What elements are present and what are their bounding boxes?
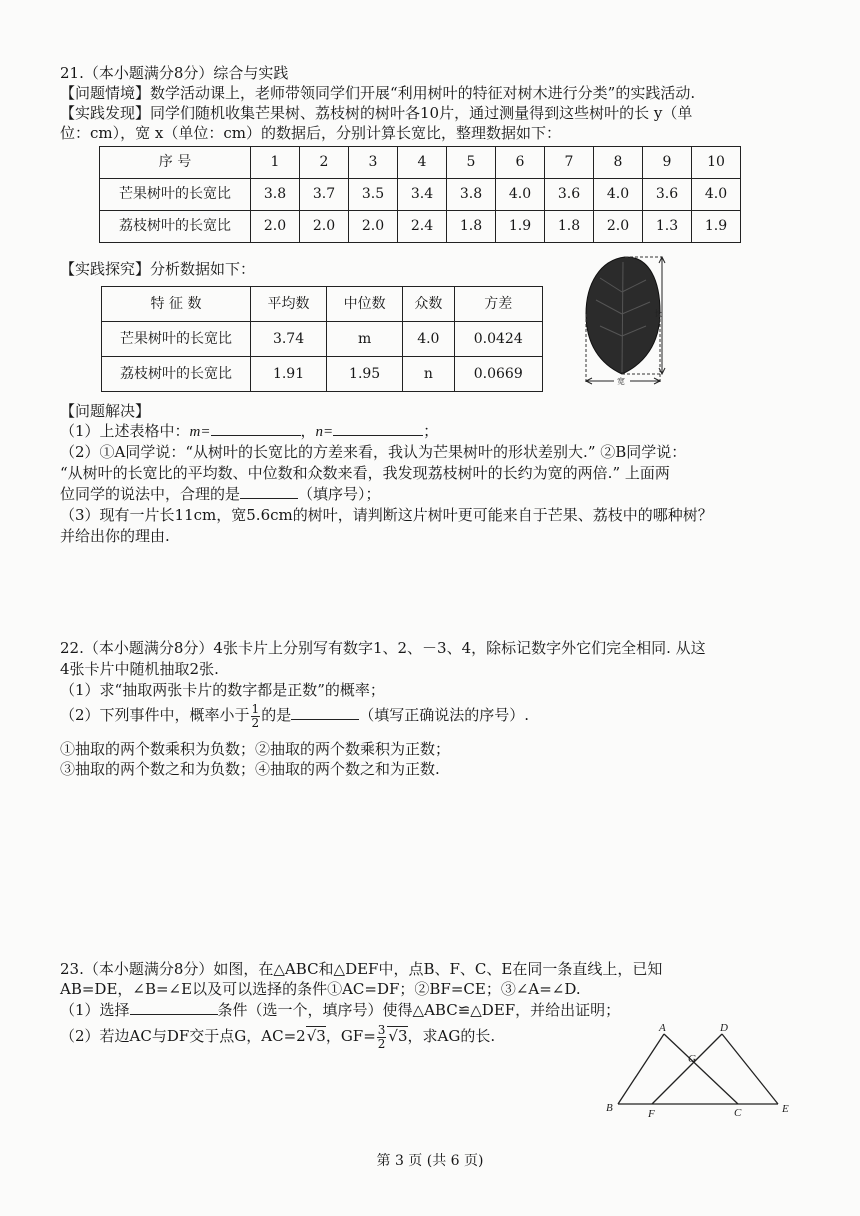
table1-index: 3 — [349, 147, 398, 179]
leaf-width-label: 宽 — [617, 377, 625, 386]
row-label: 芒果树叶的长宽比 — [102, 322, 251, 357]
table-cell: 3.5 — [349, 179, 398, 211]
table-cell: 2.0 — [349, 211, 398, 243]
part1-prefix: （1）上述表格中： — [60, 422, 190, 440]
part2-text-b: 的是 — [261, 706, 292, 725]
n-label: n= — [315, 424, 334, 440]
q23-part2 — [60, 1024, 495, 1050]
q22-line2: 4张卡片中随机抽取2张. — [60, 660, 219, 678]
triangle-figure — [600, 1020, 800, 1120]
table-cell: 1.3 — [643, 211, 692, 243]
table-cell: 4.0 — [496, 179, 545, 211]
table1-index: 7 — [545, 147, 594, 179]
table-cell: 1.9 — [496, 211, 545, 243]
table-cell: n — [403, 357, 454, 392]
q22-options-line2: ③抽取的两个数之和为负数；④抽取的两个数之和为正数. — [60, 760, 440, 778]
table-cell: 3.6 — [545, 179, 594, 211]
q21-header: 21.（本小题满分8分）综合与实践 — [60, 64, 289, 82]
table2-header: 众数 — [403, 287, 454, 322]
q23-line2: AB=DE，∠B=∠E以及可以选择的条件①AC=DF；②BF=CE；③∠A=∠D. — [60, 980, 581, 998]
part1-text-b: 条件（选一个，填序号）使得△ABC≌△DEF，并给出证明； — [217, 1001, 621, 1019]
leaf-length-label: 长 — [654, 309, 662, 318]
point-label-a: A — [659, 1022, 666, 1034]
table1-header-label: 序 号 — [100, 147, 251, 179]
part2-text: （2）下列事件中，概率小于 — [60, 706, 250, 725]
part1-end: ； — [423, 422, 439, 440]
table-cell: 0.0424 — [454, 322, 543, 357]
part2-hint: （填序号）； — [298, 485, 381, 503]
one-half-fraction: $\frac{1}{2}$ — [251, 702, 260, 730]
row-label: 芒果树叶的长宽比 — [100, 179, 251, 211]
q21-part1: （1）上述表格中：m= ，n= ； — [60, 422, 439, 440]
q21-part2-line1: （2）①A同学说：“从树叶的长宽比的方差来看，我认为芒果树叶的形状差别大.” ②B同学说： — [60, 443, 687, 461]
table-cell: 1.91 — [251, 357, 327, 392]
table-row — [102, 357, 543, 392]
part1-text: （1）选择 — [60, 1001, 130, 1019]
table-cell: 3.74 — [251, 322, 327, 357]
q21-part3-line1: （3）现有一片长11cm，宽5.6cm的树叶，请判断这片树叶更可能来自于芒果、荔枝中的哪种树？ — [60, 506, 713, 524]
table-cell: m — [327, 322, 403, 357]
table2-header: 方差 — [454, 287, 543, 322]
row-label: 荔枝树叶的长宽比 — [102, 357, 251, 392]
table-cell: 1.9 — [692, 211, 741, 243]
leaf-figure — [570, 252, 682, 392]
q21-part3-line2: 并给出你的理由. — [60, 527, 170, 545]
q21-explore-label: 【实践探究】分析数据如下： — [60, 260, 256, 278]
point-label-b: B — [606, 1102, 613, 1114]
table-cell: 0.0669 — [454, 357, 543, 392]
table2-header: 平均数 — [251, 287, 327, 322]
table-cell: 3.4 — [398, 179, 447, 211]
q23-answer-blank[interactable] — [130, 999, 218, 1015]
table-cell: 3.7 — [300, 179, 349, 211]
sqrt-three: √3 — [388, 1027, 408, 1046]
q22-part1: （1）求“抽取两张卡片的数字都是正数”的概率； — [60, 681, 385, 699]
q22-part2 — [60, 703, 529, 729]
table1-index: 4 — [398, 147, 447, 179]
q22-answer-blank[interactable] — [291, 704, 359, 720]
q22-header: 22.（本小题满分8分）4张卡片上分别写有数字1、2、－3、4，除标记数字外它们完全相同. 从这 — [60, 639, 706, 657]
point-label-e: E — [782, 1103, 789, 1115]
part2-answer-blank[interactable] — [240, 483, 298, 499]
point-label-f: F — [648, 1108, 655, 1120]
point-label-g: G — [688, 1053, 696, 1065]
q21-part2-line3 — [60, 483, 381, 506]
table-cell: 4.0 — [403, 322, 454, 357]
table2-header: 中位数 — [327, 287, 403, 322]
q21-part2-line2: “从树叶的长宽比的平均数、中位数和众数来看，我发现荔枝树叶的长约为宽的两倍.” 上面两 — [60, 464, 670, 482]
part2-text: （2）若边AC与DF交于点G，AC=2 — [60, 1027, 306, 1046]
q23-header: 23.（本小题满分8分）如图，在△ABC和△DEF中，点B、F、C、E在同一条直线上，已知 — [60, 960, 663, 978]
n-answer-blank[interactable] — [333, 420, 423, 436]
row-label: 荔枝树叶的长宽比 — [100, 211, 251, 243]
table-cell: 3.8 — [251, 179, 300, 211]
statistics-table — [101, 286, 543, 392]
table-cell: 2.4 — [398, 211, 447, 243]
table-cell: 3.6 — [643, 179, 692, 211]
table1-index: 2 — [300, 147, 349, 179]
table1-index: 1 — [251, 147, 300, 179]
q21-situation: 【问题情境】数学活动课上，老师带领同学们开展“利用树叶的特征对树木进行分类”的实践活动. — [60, 84, 696, 102]
page-footer: 第 3 页 (共 6 页) — [376, 1153, 484, 1169]
q23-part1 — [60, 999, 620, 1022]
part2-text-d: ，求AG的长. — [407, 1027, 496, 1046]
m-label: m= — [189, 424, 211, 440]
table-row — [100, 211, 741, 243]
part2-text: 位同学的说法中，合理的是 — [60, 485, 241, 503]
leaf-ratio-data-table — [99, 146, 741, 243]
table1-index: 5 — [447, 147, 496, 179]
table1-index: 8 — [594, 147, 643, 179]
table-row — [100, 179, 741, 211]
table-cell: 2.0 — [594, 211, 643, 243]
part2-hint: （填写正确说法的序号）. — [359, 706, 529, 725]
q21-solve-label: 【问题解决】 — [60, 402, 151, 420]
sqrt-three: √3 — [306, 1027, 326, 1046]
table-cell: 1.95 — [327, 357, 403, 392]
three-halves-fraction: $\frac{3}{2}$ — [377, 1023, 386, 1051]
table-cell: 3.8 — [447, 179, 496, 211]
point-label-c: C — [734, 1107, 742, 1119]
table-cell: 1.8 — [447, 211, 496, 243]
q21-discovery-line1: 【实践发现】同学们随机收集芒果树、荔枝树的树叶各10片，通过测量得到这些树叶的长 y（单 — [60, 104, 693, 122]
table-cell: 4.0 — [692, 179, 741, 211]
table1-index: 6 — [496, 147, 545, 179]
part2-text-b: ，GF= — [325, 1027, 376, 1046]
table-cell: 1.8 — [545, 211, 594, 243]
table1-index: 9 — [643, 147, 692, 179]
table1-index: 10 — [692, 147, 741, 179]
m-answer-blank[interactable] — [211, 420, 301, 436]
q22-options-line1: ①抽取的两个数乘积为负数；②抽取的两个数乘积为正数； — [60, 740, 451, 758]
table-cell: 2.0 — [300, 211, 349, 243]
table-cell: 4.0 — [594, 179, 643, 211]
table2-header: 特 征 数 — [102, 287, 251, 322]
table-row — [102, 322, 543, 357]
point-label-d: D — [720, 1022, 728, 1034]
q21-discovery-line2: 位：cm），宽 x（单位：cm）的数据后，分别计算长宽比，整理数据如下： — [60, 124, 561, 142]
table-cell: 2.0 — [251, 211, 300, 243]
